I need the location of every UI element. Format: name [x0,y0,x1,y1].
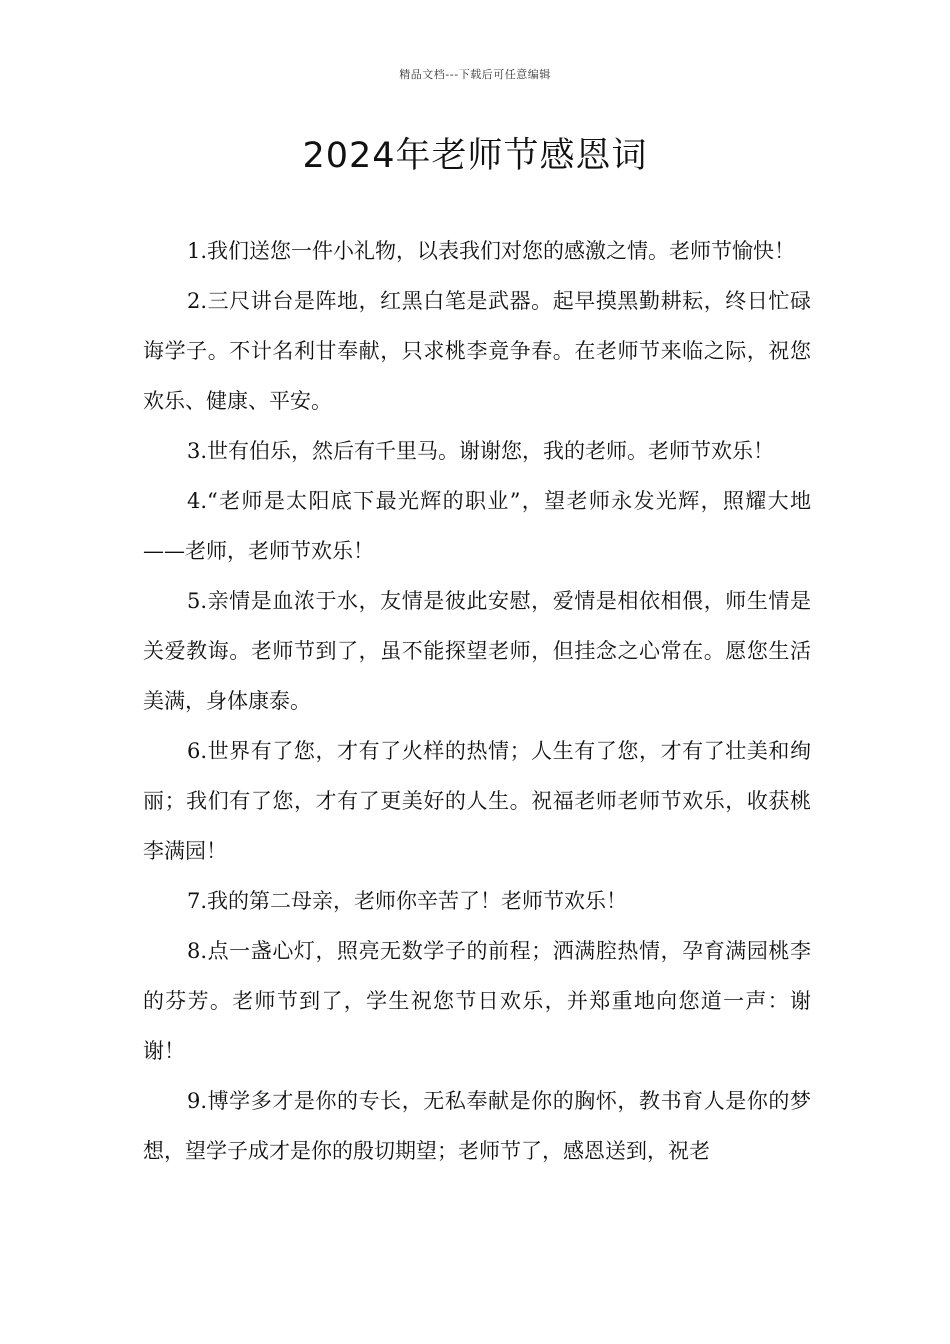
paragraph-4: 4.“老师是太阳底下最光辉的职业”，望老师永发光辉，照耀大地——老师，老师节欢乐！ [143,489,811,563]
paragraph-1: 1.我们送您一件小礼物，以表我们对您的感激之情。老师节愉快！ [187,239,796,263]
paragraph-9: 9.博学多才是你的专长，无私奉献是你的胸怀，教书育人是你的梦想，望学子成才是你的殷切期望；老师节了，感恩送到，祝老 [143,1089,811,1163]
paragraph-3: 3.世有伯乐，然后有千里马。谢谢您，我的老师。老师节欢乐！ [187,439,775,463]
paragraph-7: 7.我的第二母亲，老师你辛苦了！老师节欢乐！ [187,889,628,913]
paragraph-8: 8.点一盏心灯，照亮无数学子的前程；洒满腔热情，孕育满园桃李的芬芳。老师节到了，学生祝您节日欢乐，并郑重地向您道一声：谢谢！ [143,939,811,1063]
page-title: 2024年老师节感恩词 [302,136,648,176]
header-note: 精品文档---下载后可任意编辑 [399,68,551,81]
paragraph-2: 2.三尺讲台是阵地，红黑白笔是武器。起早摸黑勤耕耘，终日忙碌诲学子。不计名利甘奉献，只求桃李竟争春。在老师节来临之际，祝您欢乐、健康、平安。 [143,289,811,413]
paragraph-5: 5.亲情是血浓于水，友情是彼此安慰，爱情是相依相偎，师生情是关爱教诲。老师节到了，虽不能探望老师，但挂念之心常在。愿您生活美满，身体康泰。 [143,589,811,713]
document-body [143,226,811,1176]
paragraph-6: 6.世界有了您，才有了火样的热情；人生有了您，才有了壮美和绚丽；我们有了您，才有了更美好的人生。祝福老师老师节欢乐，收获桃李满园！ [143,739,811,863]
